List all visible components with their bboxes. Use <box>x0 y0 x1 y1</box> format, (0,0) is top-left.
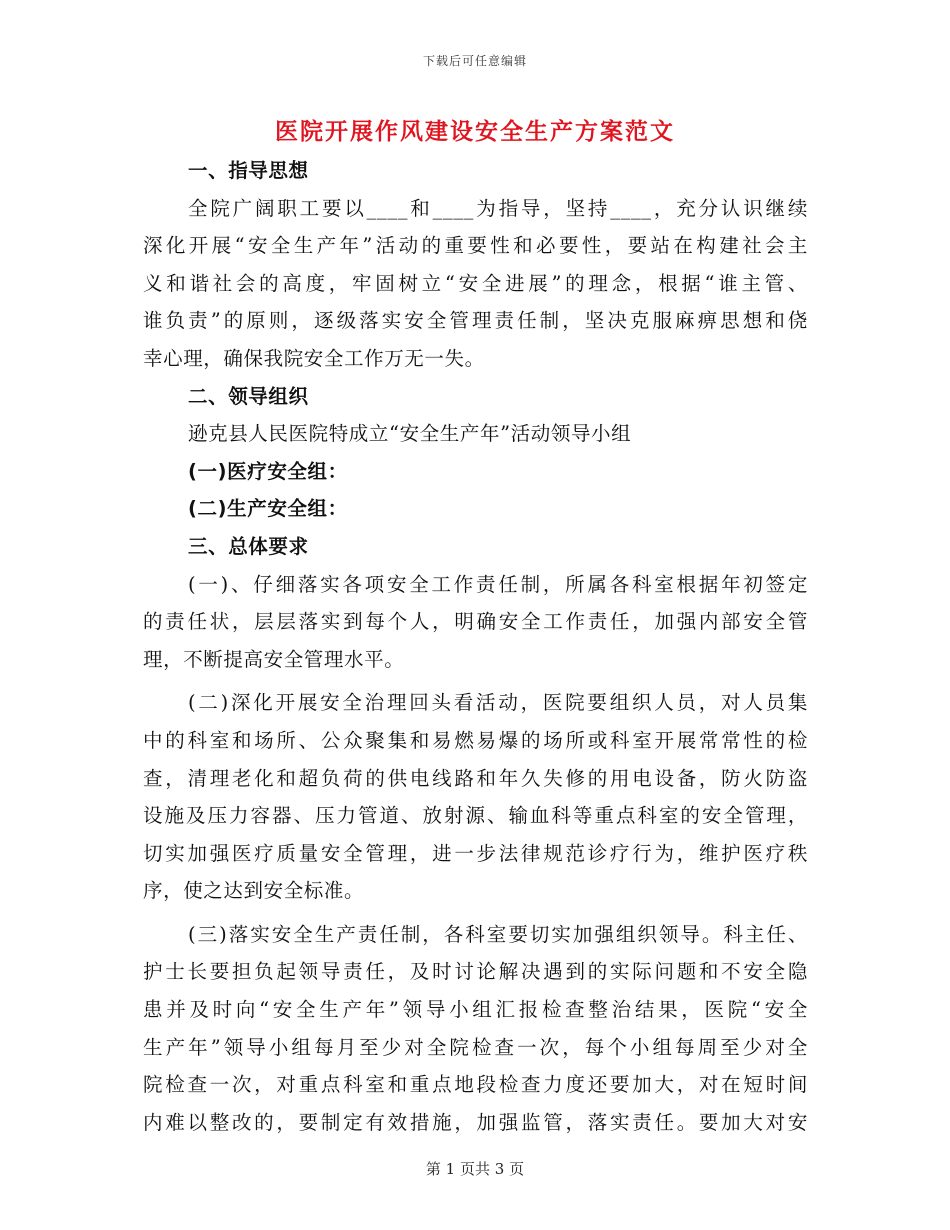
subheading-medical-safety-group: (一)医疗安全组： <box>188 459 348 483</box>
paragraph-line: 义和谐社会的高度，牢固树立“安全进展”的理念，根据“谁主管、 <box>143 271 808 295</box>
subheading-production-safety-group: (二)生产安全组： <box>188 497 348 521</box>
paragraph-line: 院检查一次，对重点科室和重点地段检查力度还要加大，对在短时间 <box>143 1073 808 1097</box>
paragraph-line: 幸心理，确保我院安全工作万无一失。 <box>143 346 485 370</box>
paragraph-line: 内难以整改的，要制定有效措施，加强监管，落实责任。要加大对安 <box>143 1110 808 1134</box>
paragraph-line: 的责任状，层层落实到每个人，明确安全工作责任，加强内部安全管 <box>143 610 808 634</box>
page-number-footer: 第 1 页共 3 页 <box>425 1160 525 1178</box>
section-heading-guiding-ideology: 一、指导思想 <box>188 159 309 182</box>
section-heading-leadership: 二、领导组织 <box>188 384 309 408</box>
paragraph-line: 生产年”领导小组每月至少对全院检查一次，每个小组每周至少对全 <box>143 1035 808 1059</box>
paragraph-line: 全院广阔职工要以____和____为指导，坚持____，充分认识继续 <box>188 196 808 220</box>
paragraph-line: 查，清理老化和超负荷的供电线路和年久失修的用电设备，防火防盗 <box>143 766 808 790</box>
paragraph-line: (三)落实安全生产责任制，各科室要切实加强组织领导。科主任、 <box>188 922 808 946</box>
paragraph-line: 序，使之达到安全标准。 <box>143 879 365 903</box>
document-body <box>143 152 808 1141</box>
paragraph-line: 切实加强医疗质量安全管理，进一步法律规范诊疗行为，维护医疗秩 <box>143 841 808 865</box>
section-heading-overall-requirements: 三、总体要求 <box>188 534 309 558</box>
header-note: 下载后可任意编辑 <box>422 54 527 68</box>
paragraph-line: 设施及压力容器、压力管道、放射源、输血科等重点科室的安全管理， <box>143 804 808 828</box>
paragraph-line: (一)、仔细落实各项安全工作责任制，所属各科室根据年初签定 <box>188 572 808 596</box>
document-title: 医院开展作风建设安全生产方案范文 <box>275 118 675 145</box>
paragraph-line: 理，不断提高安全管理水平。 <box>143 647 405 671</box>
paragraph-line: 中的科室和场所、公众聚集和易燃易爆的场所或科室开展常常性的检 <box>143 728 808 752</box>
paragraph-line: 逊克县人民医院特成立“安全生产年”活动领导小组 <box>188 422 632 446</box>
paragraph-line: (二)深化开展安全治理回头看活动，医院要组织人员，对人员集 <box>188 691 808 715</box>
paragraph-line: 护士长要担负起领导责任，及时讨论解决遇到的实际问题和不安全隐 <box>143 960 808 984</box>
paragraph-line: 深化开展“安全生产年”活动的重要性和必要性，要站在构建社会主 <box>143 234 808 258</box>
paragraph-line: 谁负责”的原则，逐级落实安全管理责任制，坚决克服麻痹思想和侥 <box>143 309 808 333</box>
paragraph-line: 患并及时向“安全生产年”领导小组汇报检查整治结果，医院“安全 <box>143 998 808 1022</box>
